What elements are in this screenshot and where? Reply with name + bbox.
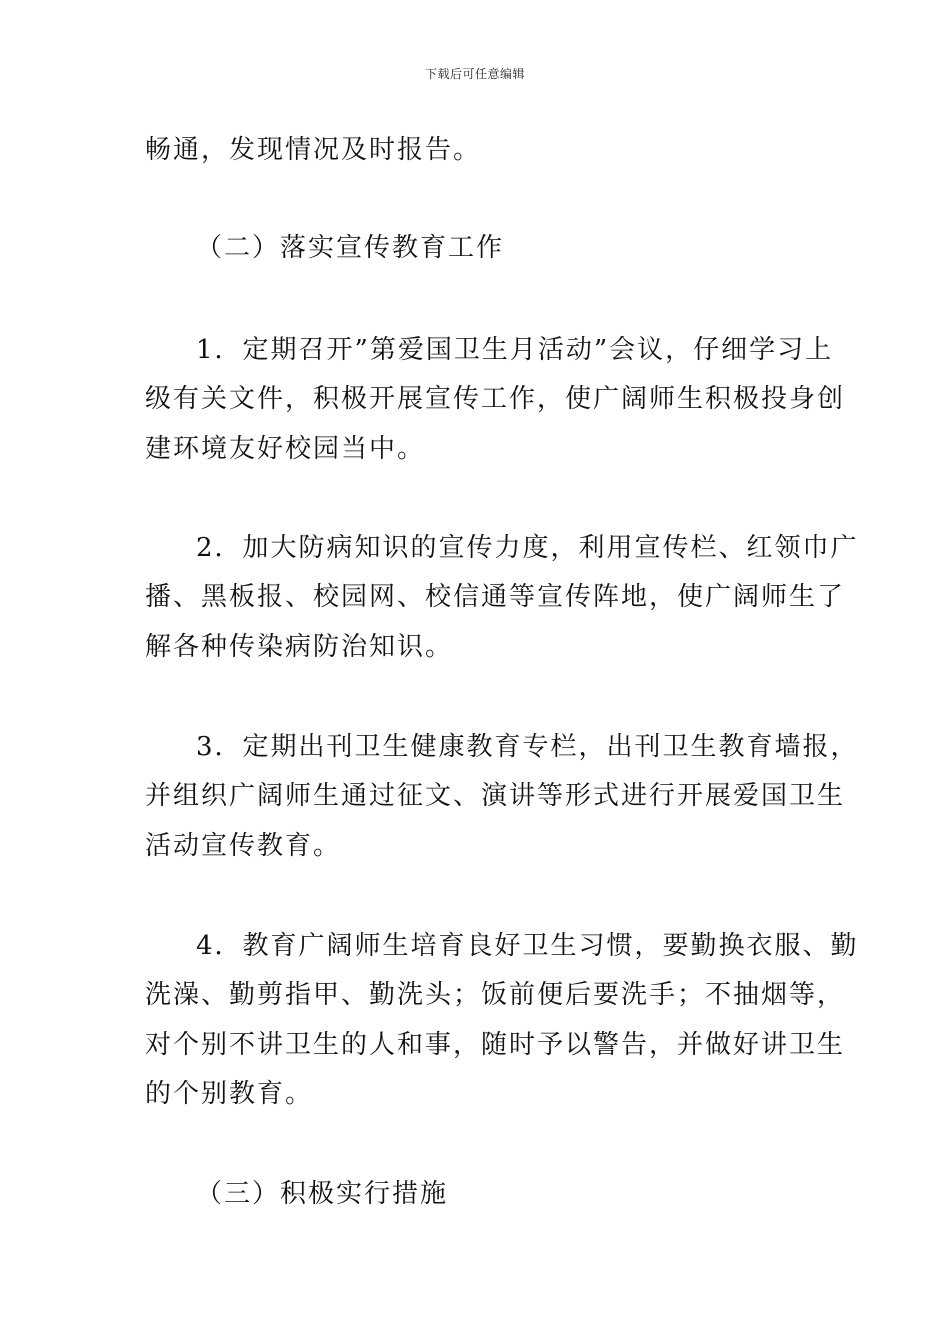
paragraph-line: 2．加大防病知识的宣传力度，利用宣传栏、红领巾广 — [196, 533, 859, 563]
paragraph-line: 播、黑板报、校园网、校信通等宣传阵地，使广阔师生了 — [145, 582, 846, 612]
paragraph-line: 活动宣传教育。 — [145, 831, 342, 861]
paragraph-line: 的个别教育。 — [145, 1079, 314, 1109]
paragraph-line: 解各种传染病防治知识。 — [145, 632, 454, 662]
paragraph-line: 对个别不讲卫生的人和事，随时予以警告，并做好讲卫生 — [145, 1030, 846, 1060]
paragraph-line: 1．定期召开”第爱国卫生月活动”会议，仔细学习上 — [196, 335, 834, 365]
section-heading: （二）落实宣传教育工作 — [196, 233, 505, 263]
paragraph-line: 3．定期出刊卫生健康教育专栏，出刊卫生教育墙报， — [196, 732, 859, 762]
page-header: 下载后可任意编辑 — [424, 67, 525, 81]
paragraph-line: 建环境友好校园当中。 — [145, 434, 426, 464]
paragraph-line: 级有关文件，积极开展宣传工作，使广阔师生积极投身创 — [145, 384, 846, 414]
paragraph-line: 洗澡、勤剪指甲、勤洗头；饭前便后要洗手；不抽烟等， — [145, 980, 846, 1010]
paragraph-line: 4．教育广阔师生培育良好卫生习惯，要勤换衣服、勤 — [196, 931, 859, 961]
paragraph-line: 并组织广阔师生通过征文、演讲等形式进行开展爱国卫生 — [145, 781, 846, 811]
paragraph-line: 畅通，发现情况及时报告。 — [145, 135, 482, 165]
section-heading: （三）积极实行措施 — [196, 1179, 449, 1209]
